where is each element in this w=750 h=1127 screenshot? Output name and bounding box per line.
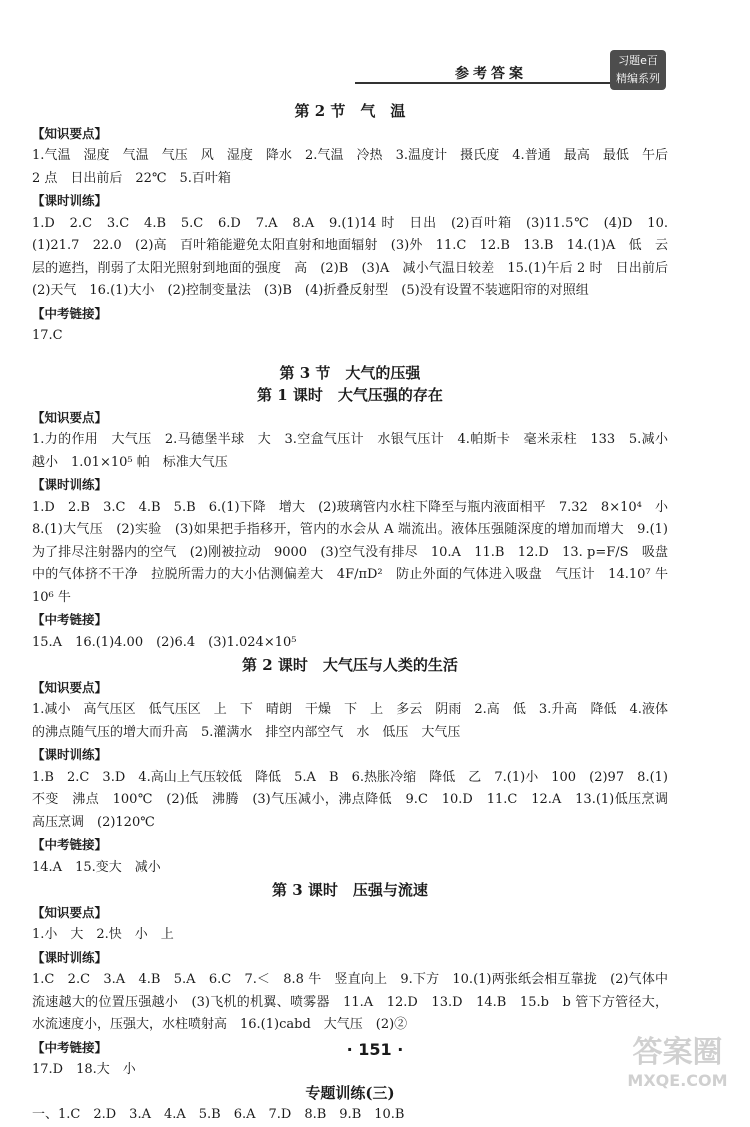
section-title: 第 3 节 大气的压强 (279, 363, 421, 382)
lesson-title: 专题训练(三) (305, 1083, 395, 1102)
category-tag: 【课时训练】 (32, 747, 108, 762)
lesson-title: 第 2 课时 大气压与人类的生活 (242, 656, 458, 674)
page-number: · 151 · (346, 1040, 404, 1059)
category-tag: 【课时训练】 (32, 193, 108, 208)
category-tag: 【课时训练】 (32, 949, 108, 965)
header-divider (355, 82, 610, 84)
answer-paragraph: 1.气温 湿度 气温 气压 风 湿度 降水 2.气温 冷热 3.温度计 摄氏度 4.普通 最高 最低 午后 2 点 日出前后 22℃ 5.百叶箱 (32, 148, 668, 186)
answer-paragraph: 1.D 2.B 3.C 4.B 5.B 6.(1)下降 增大 (2)玻璃管内水柱下降至与瓶内液面相平 7.32 8×10⁴ 小 8.(1)大气压 (2)实验 (3)如果把手指移开，管内的水会从 A 端流出。液体压强随深度的增加而增大 9.(1)为了排尽注射器内的空气 (2)刚被拉动 9000 (3)空气没有排尽 10.A 11.B 12.D 13. p=F/S 吸盘中的气体挤不干净 拉脱所需力的大小估测偏差大 4F/πD² 防止外面的气体进入吸盘 气压计 14.10⁷ 牛 10⁶ 牛 (32, 499, 682, 605)
answer-paragraph: 1.B 2.C 3.D 4.高山上气压较低 降低 5.A B 6.热胀冷缩 降低 乙 7.(1)小 100 (2)97 8.(1)不变 沸点 100℃ (2)低 沸腾 (3)气压减小，沸点降低 9.C 10.D 11.C 12.A 13.(1)低压烹调 高压烹调 (2)120℃ (32, 769, 682, 830)
badge-line-2: 精编系列 (616, 72, 660, 85)
answer-paragraph: 15.A 16.(1)4.00 (2)6.4 (3)1.024×10⁵ (32, 634, 297, 650)
spacer (32, 348, 668, 362)
badge-line-1: 习题e百 (618, 54, 658, 67)
answer-paragraph: 一、1.C 2.D 3.A 4.A 5.B 6.A 7.D 8.B 9.B 10.B (32, 1107, 405, 1122)
page-header (0, 0, 750, 100)
lesson-title: 第 1 课时 大气压强的存在 (257, 386, 443, 404)
answer-paragraph: 1.减小 高气压区 低气压区 上 下 晴朗 干燥 下 上 多云 阴雨 2.高 低 3.升高 降低 4.液体的沸点随气压的增大而升高 5.灌满水 排空内部空气 水 低压 大气压 (32, 702, 668, 740)
answer-paragraph: 1.C 2.C 3.A 4.B 5.A 6.C 7.＜ 8.8 牛 竖直向上 9.下方 10.(1)两张纸会相互靠拢 (2)气体中流速越大的位置压强越小 (3)飞机的机翼、喷雾器 11.A 12.D 13.D 14.B 15.b b 管下方管径大，水流速度小，压强大，水柱喷射高 16.(1)cabd 大气压 (2)② (32, 972, 668, 1032)
header-title: 参考答案 (455, 66, 527, 82)
answer-paragraph: 1.D 2.C 3.C 4.B 5.C 6.D 7.A 8.A 9.(1)14 时 日出 (2)百叶箱 (3)11.5℃ (4)D 10.(1)21.7 22.0 (2)高 百叶箱能避免太阳直射和地面辐射 (3)外 11.C 12.B 13.B 14.(1)A 低 云层的遮挡，削弱了太阳光照射到地面的强度 高 (2)B (3)A 减小气温日较差 15.(1)午后 2 时 日出前后 (2)天气 16.(1)大小 (2)控制变量法 (3)B (4)折叠反射型 (5)没有设置不装遮阳帘的对照组 (32, 215, 682, 298)
watermark-text: 答案圈 (632, 1035, 723, 1070)
answer-paragraph: 17.C (32, 328, 63, 343)
lesson-title: 第 3 课时 压强与流速 (272, 881, 428, 899)
series-badge (610, 50, 666, 90)
watermark-domain: MXQE.COM (627, 1071, 728, 1090)
answer-paragraph: 14.A 15.变大 减小 (32, 859, 161, 875)
section-title: 第 2 节 气 温 (294, 102, 406, 120)
category-tag: 【知识要点】 (32, 679, 108, 695)
category-tag: 【知识要点】 (32, 409, 108, 425)
answer-paragraph: 1.小 大 2.快 小 上 (32, 927, 174, 942)
category-tag: 【中考链接】 (32, 1039, 108, 1055)
answer-paragraph: 17.D 18.大 小 (32, 1062, 136, 1077)
category-tag: 【中考链接】 (32, 612, 108, 627)
category-tag: 【课时训练】 (32, 477, 108, 492)
category-tag: 【知识要点】 (32, 125, 108, 141)
watermark-logo (615, 1035, 740, 1095)
answer-paragraph: 1.力的作用 大气压 2.马德堡半球 大 3.空盒气压计 水银气压计 4.帕斯卡 毫米汞柱 133 5.减小 越小 1.01×10⁵ 帕 标准大气压 (32, 432, 682, 470)
category-tag: 【中考链接】 (32, 305, 108, 321)
category-tag: 【中考链接】 (32, 837, 108, 852)
category-tag: 【知识要点】 (32, 904, 108, 920)
